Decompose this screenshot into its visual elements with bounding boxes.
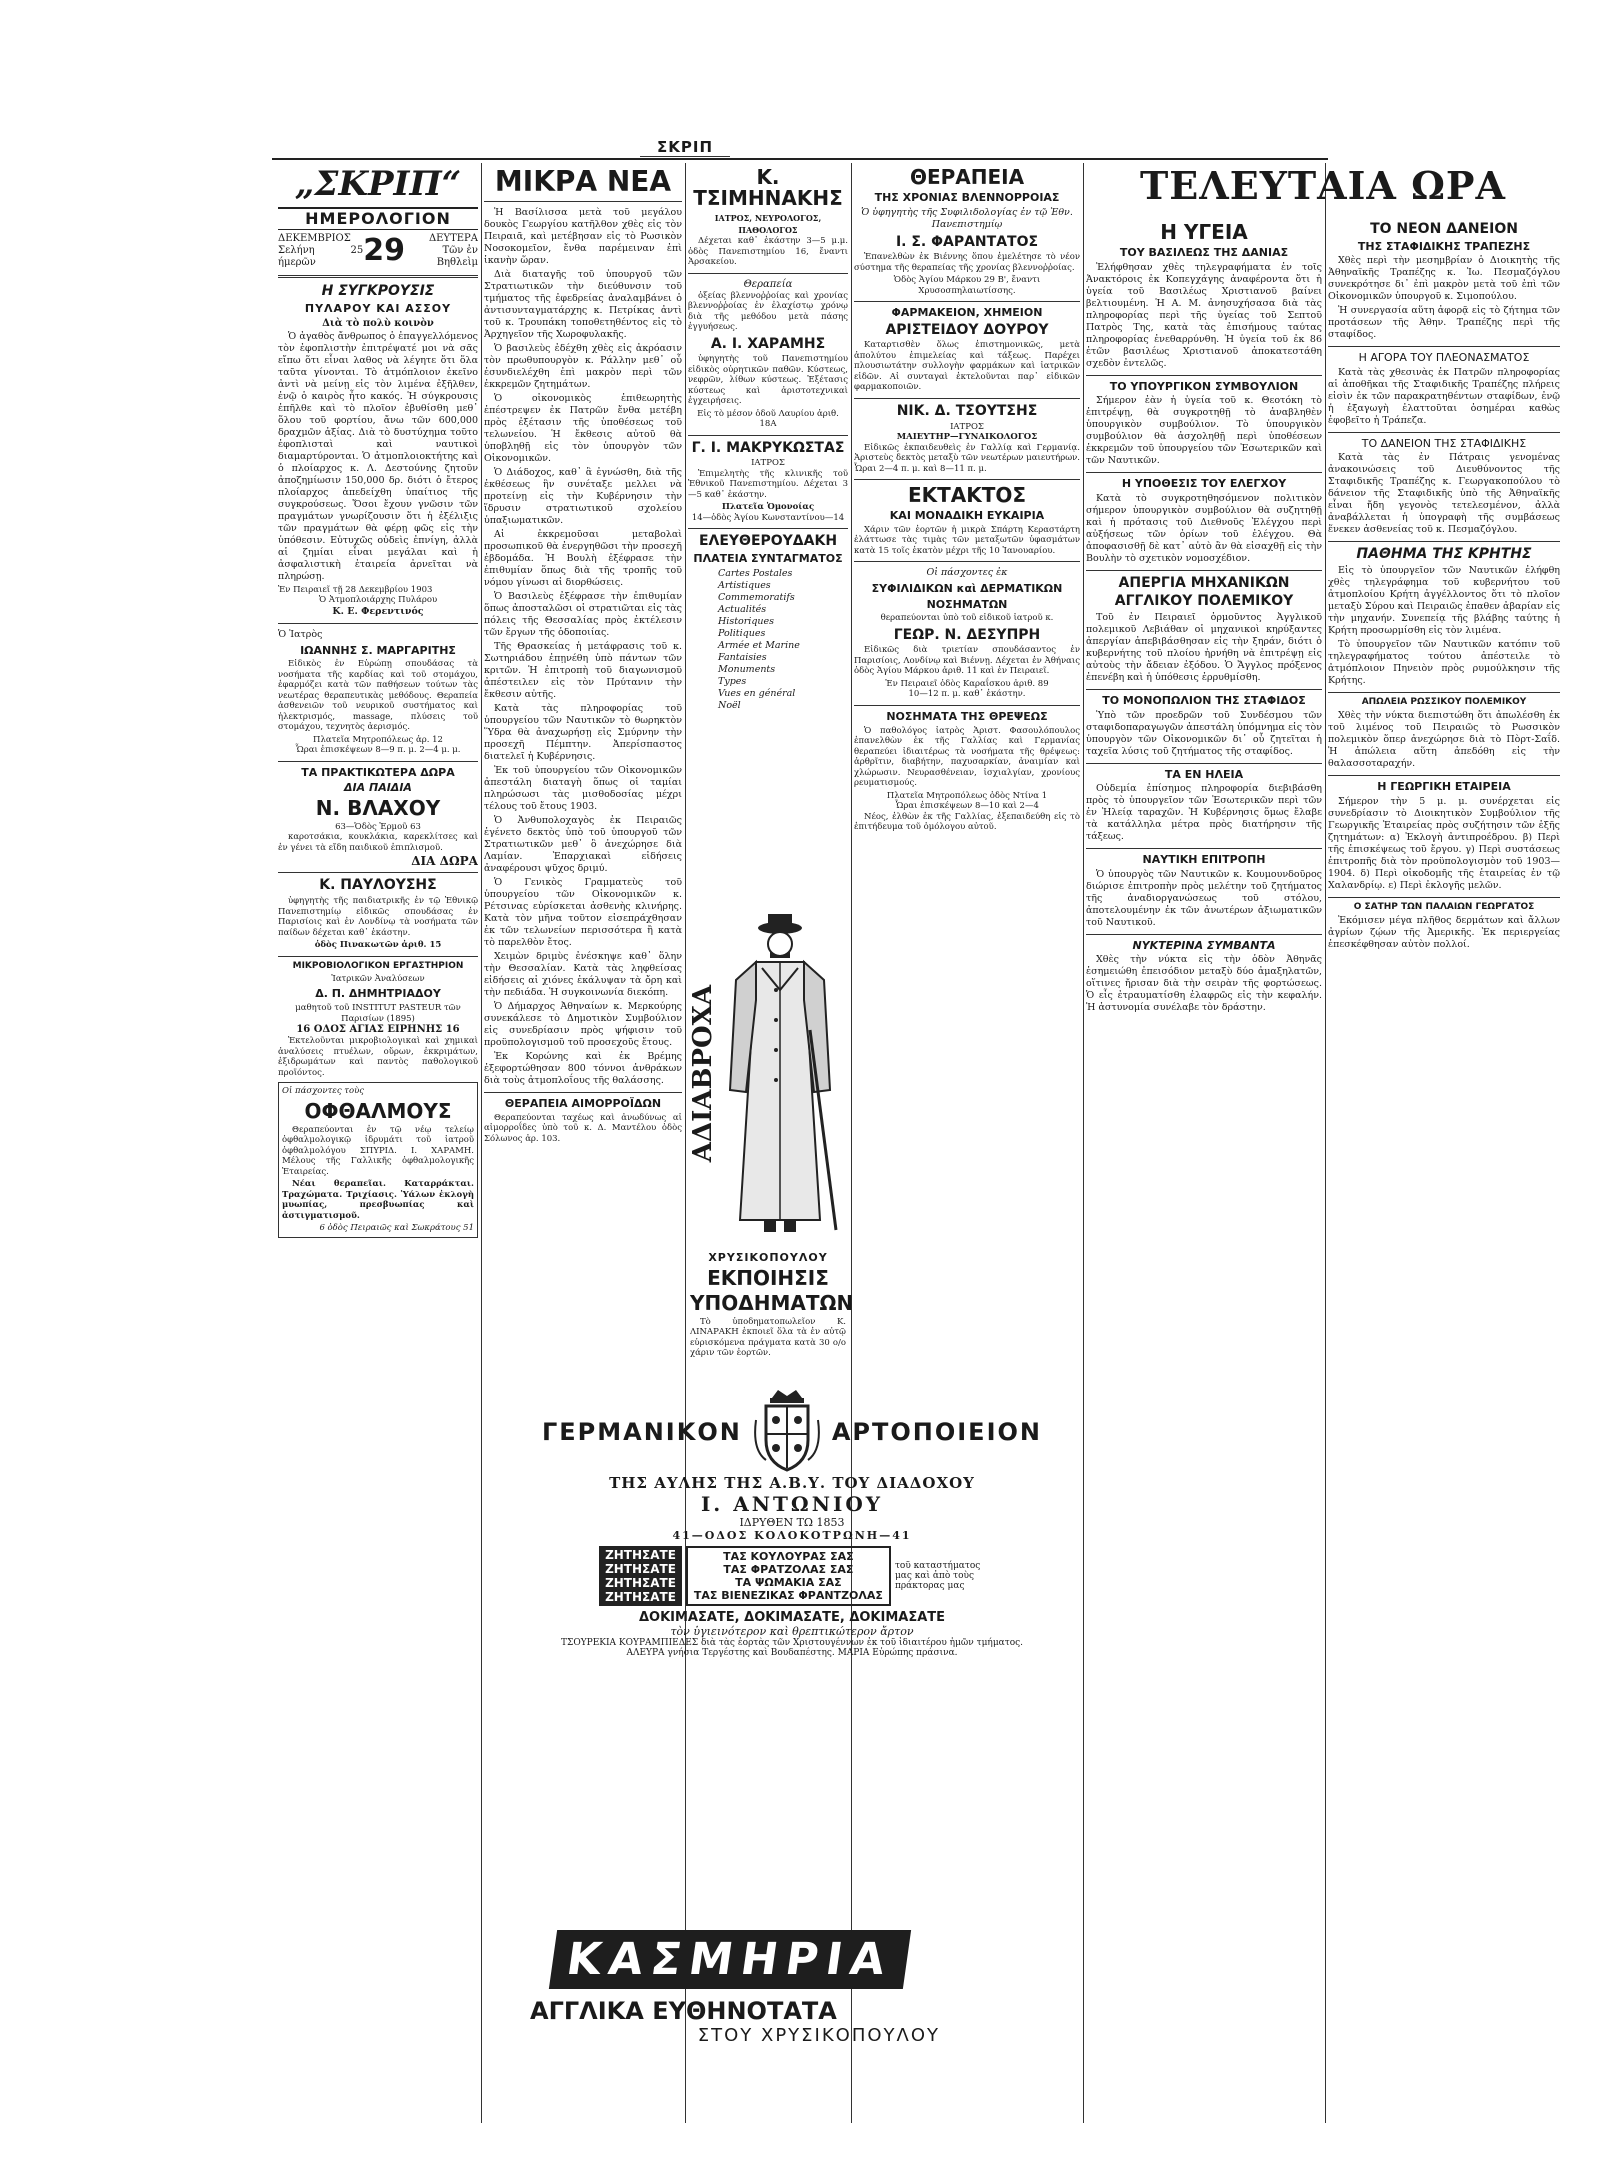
coat-ad-text xyxy=(690,1248,854,1361)
divider xyxy=(854,561,1080,562)
ad-pavlousis-heading: Κ. ΠΑΥΛΟΥΣΗΣ xyxy=(319,877,437,894)
news-heading: Η ΓΕΩΡΓΙΚΗ ΕΤΑΙΡΕΙΑ xyxy=(1377,780,1511,794)
ad-lab-sub: Ἰατρικῶν Ἀναλύσεων xyxy=(331,973,425,984)
ad-eyes-heading: ΟΦΘΑΛΜΟΥΣ xyxy=(304,1098,452,1123)
section-heading: ΜΙΚΡΑ ΝΕΑ xyxy=(494,165,672,198)
ad-trefos-address: Πλατεῖα Μητροπόλεως ὁδὸς Ντίνα 1 xyxy=(886,790,1048,801)
ad-lab-name: Δ. Π. ΔΗΜΗΤΡΙΑΔΟΥ xyxy=(315,987,441,1001)
ad-therapy-sub: ΤΗΣ ΧΡΟΝΙΑΣ ΒΛΕΝΝΟΡΡΟΙΑΣ xyxy=(874,191,1060,204)
news-body: Ὑπὸ τῶν προεδρῶν τοῦ Συνδέσμου τῶν σταφιδοπαραγωγῶν ἀπεστάλη ὑπόμνημα εἰς τὸν ὑπουργὸν τῶν Οἰκονομικῶν δι᾽ οὗ ζητεῖται ἡ ταχεῖα λύσις τοῦ ζητήματος τῆς σταφίδος. xyxy=(1086,709,1322,757)
divider xyxy=(1328,346,1560,347)
news-item: Ὁ Ἀνθυπολοχαγὸς ἐκ Πειραιῶς ἐγένετο δεκτὸς ὑπὸ τοῦ ὑπουργοῦ τῶν Στρατιωτικῶν μεθ᾽ ὃ ἀνεχώρησε διὰ Λαμίαν. Ἐπαρχιακαὶ εἰδήσεις ἀναφέρουσι ψῦχος δριμύ. xyxy=(484,815,682,875)
ad-doctor-label: Ὁ Ἰατρὸς xyxy=(278,628,323,640)
article-body: Ὁ ἀγαθὸς ἄνθρωπος ὁ ἐπαγγελλόμενος τὸν ἐφοπλιστὴν ἐπιτρέψατέ μοι νὰ σᾶς εἴπω ὅτι εἶναι λαθος νὰ λέγητε ὅτι ὅλα ταῦτα γίνονται. Τὸ ἀτμόπλοιον ἐκεῖνο ἀντὶ νὰ μείνῃ εἰς τὸν λιμένα ἐξῆλθεν, ἐνῷ ὁ καιρὸς ἦτο κακός. Ἡ σύγκρουσις ἐπῆλθε καὶ τὸ πλοῖον ἐβυθίσθη μεθ᾽ ὅλου τοῦ φορτίου, ἄνω τῶν 600,000 δραχμῶν ἀξίας. Διὰ τὸ δυστύχημα τοῦτο ἐφοπλισταὶ καὶ ναυτικοὶ διαμαρτύρονται. Ὁ ἀτμοπλοιοκτήτης καὶ ὁ πλοίαρχος κ. Λ. Δεστούνης ζητοῦν ἀποζημίωσιν 150,000 δρ. διότι ὁ ἔτερος πλοίαρχος ἀπεδείχθη ὑπαίτιος τῆς συγκρούσεως. Ὅσοι ἔχουν γνῶσιν τῶν πραγμάτων γνωρίζουσιν ὅτι ἡ ἐξέλιξις τῶν πραγμάτων θὰ φέρῃ φῶς εἰς τὴν ὑπόθεσιν. Εὐτυχῶς οὐδεὶς ἐπνίγη, ἀλλὰ αἱ ζημίαι εἶναι μεγάλαι καὶ ἡ ἀσφαλιστικὴ ἑταιρεία ἀρνεῖται νὰ πληρώσῃ. xyxy=(278,330,478,582)
news-body: Ἐλήφθησαν χθὲς τηλεγραφήματα ἐν τοῖς Ἀνακτόροις ἐκ Κοπεγχάγης ἀναφέροντα ὅτι ἡ ὑγεία τοῦ Βασιλέως Χριστιανοῦ βαίνει βελτιουμένη. Ἡ Α. Μ. ἀνησυχήσασα διὰ τὰς πληροφορίας περὶ τῆς ὑγείας τοῦ Σεπτοῦ Πατρὸς Της, κατὰ τὰς ἐπισήμους ταύτας πληροφορίας ἐνεθαρρύνθη. Ἡ ὑγεία τοῦ ἐκ 86 ἐτῶν βασιλέως Χριστιανοῦ ἀποκατεστάθη σχεδὸν ἐντελῶς. xyxy=(1086,261,1322,369)
ad-doctor-sub: ΙΑΤΡΟΣ, ΝΕΥΡΟΛΟΓΟΣ, ΠΑΘΟΛΟΓΟΣ xyxy=(714,213,822,235)
news-item: Ὁ οἰκονομικὸς ἐπιθεωρητὴς ἐπέστρεψεν ἐκ Πατρῶν ἔνθα μετέβη πρὸς ἐξέτασιν τῆς ὑποθέσεως τοῦ τελωνείου. Ἡ ἔκθεσις αὐτοῦ θὰ ὑποβληθῇ εἰς τὸν ὑπουργὸν τῶν Οἰκονομικῶν. xyxy=(484,393,682,465)
news-heading: ΠΑΘΗΜΑ ΤΗΣ ΚΡΗΤΗΣ xyxy=(1356,546,1532,563)
ad-therapy-body: Ὁ ὑφηγητὴς τῆς Συφιλιδολογίας ἐν τῷ Ἐθν. Πανεπιστημίῳ xyxy=(861,206,1073,230)
news-body: Κατὰ τὰς χθεσινὰς ἐκ Πατρῶν πληροφορίας αἱ ἀποθῆκαι τῆς Σταφιδικῆς Τραπέζης πλήρεις εἰσὶν ἐκ τῶν παρακρατηθέντων σταφίδων, ἐνῷ ἡ ἐξαγωγὴ ἐλαττοῦται ὁσημέραι καθὼς ἐφοβεῖτο ἡ Τράπεζα. xyxy=(1328,366,1560,426)
news-body: Χθὲς τὴν νύκτα εἰς τὴν ὁδὸν Ἀθηνᾶς ἐσημειώθη ἐπεισόδιον μεταξὺ δύο ἀμαξηλατῶν, οἵτινες ἤρισαν διὰ τὴν σειρὰν τῆς φορτώσεως. Ὁ εἷς ἐτραυματίσθη ἐλαφρῶς εἰς τὴν κεφαλήν. Ἡ ἀστυνομία συνέλαβε τὸν δράστην. xyxy=(1086,954,1322,1014)
divider xyxy=(278,275,478,278)
news-item: Κατὰ τὰς πληροφορίας τοῦ ὑπουργείου τῶν Ναυτικῶν τὸ θωρηκτὸν Ὕδρα θὰ ἀναχωρήσῃ εἰς Σμύρνην τὴν προσεχῆ Πέμπτην. Ἀπερίσπαστος διατελεῖ ἡ Κυβέρνησις. xyxy=(484,703,682,763)
ad-makrykostas-address2: 14—ὁδὸς Ἁγίου Κωνσταντίνου—14 xyxy=(691,512,845,523)
news-item: Χειμὼν δριμὺς ἐνέσκηψε καθ᾽ ὅλην τὴν Θεσσαλίαν. Κατὰ τὰς ληφθείσας εἰδήσεις αἱ χιόνες ἐκάλυψαν τὰ ὄρη καὶ τὴν πεδιάδα. Ἡ συγκοινωνία διεκόπη. xyxy=(484,951,682,999)
ad-lab-address: 16 ΟΔΟΣ ΑΓΙΑΣ ΕΙΡΗΝΗΣ 16 xyxy=(296,1024,460,1036)
list-item: Noël xyxy=(718,699,741,711)
news-heading: ΤΟ ΜΟΝΟΠΩΛΙΟΝ ΤΗΣ ΣΤΑΦΙΔΟΣ xyxy=(1102,694,1306,708)
ad-lab-credentials: μαθητοῦ τοῦ INSTITUT PASTEUR τῶν Παρισίων (1895) xyxy=(295,1003,461,1024)
ad-makrykostas-sub: ΙΑΤΡΟΣ xyxy=(751,458,785,469)
calendar-title: ΗΜΕΡΟΛΟΓΙΟΝ xyxy=(278,207,478,231)
news-body: Κατὰ τὸ συγκροτηθησόμενον πολιτικὸν σήμερον ὑπουργικὸν συμβούλιον θὰ συζητηθῇ καὶ ἡ πρότασις τοῦ Διεθνοῦς Ἐλέγχου περὶ αὐξήσεως τῶν ὀρίων τοῦ ἐλέγχου. Θὰ ἀποφασισθῇ δὲ κατ᾽ αὐτὸ ἂν θὰ εἰσαχθῇ εἰς τὴν Βουλὴν τὸ σχετικὸν νομοσχέδιον. xyxy=(1086,492,1322,564)
divider xyxy=(688,528,848,529)
bakery-product: ΤΑ ΨΩΜΑΚΙΑ ΣΑΣ xyxy=(735,1576,842,1589)
divider xyxy=(1086,570,1322,571)
news-heading: ΝΥΚΤΕΡΙΝΑ ΣΥΜΒΑΝΤΑ xyxy=(1132,938,1276,952)
bakery-ad xyxy=(512,1390,1072,1658)
ad-pavlousis-body: ὑφηγητὴς τῆς παιδιατρικῆς ἐν τῷ Ἐθνικῷ Πανεπιστημίῳ εἰδικῶς σπουδάσας ἐν Παρισίοις καὶ ἐν Λονδίνῳ τὰ νοσήματα τῶν παίδων δέχεται καθ᾽ ἑκάστην. xyxy=(278,896,478,938)
news-item: Ὁ Βασιλεὺς ἐξέφρασε τὴν ἐπιθυμίαν ὅπως ἀποσταλῶσι οἱ στρατιῶται εἰς τὰς πόλεις τῆς Θεσσαλίας πρὸς ἐκτέλεσιν τῶν ἔργων τῆς ὁδοποιίας. xyxy=(484,591,682,639)
article-lead: Διὰ τὸ πολὺ κοινὸν xyxy=(322,317,434,329)
ad-pharmacy-body: Καταρτισθὲν ὅλως ἐπιστημονικῶς, μετὰ ἀπολύτου ἐπιμελείας καὶ τάξεως. Παρέχει πλουσιωτάτην συλλογὴν φαρμάκων καὶ ἰατρικῶν εἰδῶν. Αἱ συνταγαὶ ἐκτελοῦνται παρ᾽ εἰδικῶν φαρμακοποιῶν. xyxy=(854,340,1080,393)
news-heading: Ο ΣΑΤΗΡ ΤΩΝ ΠΑΛΑΙΩΝ ΓΕΩΡΓΑΤΟΣ xyxy=(1353,902,1535,912)
ad-charamis-heading: Α. Ι. ΧΑΡΑΜΗΣ xyxy=(710,335,826,352)
ad-eyes-address: 6 ὁδὸς Πειραιῶς καὶ Σωκράτους 51 xyxy=(319,1223,474,1234)
ad-eleftheroudaki-sub: ΠΛΑΤΕΙΑ ΣΥΝΤΑΓΜΑΤΟΣ xyxy=(693,552,843,566)
bakery-products xyxy=(512,1546,1072,1606)
kasmiria-ad xyxy=(520,1930,940,2046)
bakery-product: ΤΑΣ ΚΟΥΛΟΥΡΑΣ ΣΑΣ xyxy=(723,1550,854,1563)
list-item: Artistiques xyxy=(718,579,771,591)
ad-syph-heading: ΣΥΦΙΛΙΔΙΚΩΝ καὶ ΔΕΡΜΑΤΙΚΩΝ xyxy=(871,582,1063,596)
news-item: Ἐκ Κορώνης καὶ ἐκ Βρέμης ἐξεφορτώθησαν 800 τόννοι ἀνθράκων διὰ τοὺς ἀτμοπλοΐους τῆς θαλάσσης. xyxy=(484,1051,682,1087)
bakery-try: ΔΟΚΙΜΑΣΑΤΕ, ΔΟΚΙΜΑΣΑΤΕ, ΔΟΚΙΜΑΣΑΤΕ xyxy=(638,1610,946,1625)
ad-syph-pre: Οἱ πάσχοντες ἐκ xyxy=(926,567,1008,579)
ad-gifts-address: 63—Ὁδὸς Ἑρμοῦ 63 xyxy=(335,821,421,832)
divider xyxy=(484,201,682,202)
coat-illustration-icon xyxy=(716,910,844,1240)
ad-doctor-hours: Ὧραι ἐπισκέψεων 8—9 π. μ. 2—4 μ. μ. xyxy=(295,745,461,756)
divider xyxy=(1328,775,1560,776)
ad-doctor-heading: Κ. ΤΣΙΜΗΝΑΚΗΣ xyxy=(693,165,843,210)
coat-ad-line3: ΥΠΟΔΗΜΑΤΩΝ xyxy=(690,1290,854,1315)
divider xyxy=(1086,472,1322,473)
ad-desypris-body: Εἰδικῶς διὰ τριετίαν σπουδάσαντος ἐν Παρισίοις, Λονδίνῳ καὶ Βιέννῃ. Δέχεται ἐν Ἀθήναις ὁδὸς Ἁγίου Μάρκου ἀριθ. 11 καὶ ἐν Πειραιεῖ. xyxy=(854,645,1080,677)
calendar-day-number: 29 xyxy=(363,233,406,269)
list-item: Actualités xyxy=(718,603,767,615)
ad-lab-heading: ΜΙΚΡΟΒΙΟΛΟΓΙΚΟΝ ΕΡΓΑΣΤΗΡΙΟΝ xyxy=(292,960,464,971)
ad-makrykostas-body: Ἐπιμελητὴς τῆς κλινικῆς τοῦ Ἐθνικοῦ Πανεπιστημίου. Δέχεται 3—5 καθ᾽ ἑκάστην. xyxy=(688,468,848,500)
ad-trefos-extra: Νέος, ἐλθὼν ἐκ τῆς Γαλλίας, ἐξεπαιδεύθη εἰς τὸ ἐπιτήδευμα τοῦ ὁμόλογου αὐτοῦ. xyxy=(854,811,1080,833)
late-news-title: ΤΕΛΕΥΤΑΙΑ ΩΡΑ xyxy=(1140,163,1506,208)
bakery-title-row xyxy=(512,1390,1072,1474)
bakery-product: ΤΑΣ ΒΙΕΝΕΖΙΚΑΣ ΦΡΑΝΤΖΟΛΑΣ xyxy=(693,1589,883,1602)
divider xyxy=(688,435,848,436)
news-heading: ΝΑΥΤΙΚΗ ΕΠΙΤΡΟΠΗ xyxy=(1142,853,1266,867)
column-rule xyxy=(1325,163,1326,2123)
ad-gifts-body: καροτσάκια, κουκλάκια, καρεκλίτσες καὶ ἐν γένει τὰ εἴδη παιδικοῦ ἐπιπλισμοῦ. xyxy=(278,832,478,853)
kasmiria-shop: ΣΤΟΥ ΧΡΥΣΙΚΟΠΟΥΛΟΥ xyxy=(697,2025,940,2046)
ad-therapy-doctor-address: Ὁδὸς Ἁγίου Μάρκου 29 Β', ἔναντι Χρυσοσπηλαιωτίσσης. xyxy=(893,275,1041,296)
divider xyxy=(1086,375,1322,376)
news-item: Ὁ Γενικὸς Γραμματεὺς τοῦ ὑπουργείου τῶν Οἰκονομικῶν κ. Ρέτσινας εὑρίσκεται ἀσθενὴς κλινήρης. Κατὰ τὸν μῆνα τοῦτον εἰσεπράχθησαν ἐκ τῶν τελωνείων περισσότερα ἢ κατὰ τὸ παρελθὸν ἔτος. xyxy=(484,877,682,949)
divider xyxy=(1086,689,1322,690)
article-subheading: ΠΥΛΑΡΟΥ ΚΑΙ ΑΣΣΟΥ xyxy=(304,302,452,316)
divider xyxy=(1328,432,1560,433)
list-item: Fantaisies xyxy=(718,651,767,663)
ad-eyes-box xyxy=(278,1082,478,1238)
ad-syph-sub: ΝΟΣΗΜΑΤΩΝ xyxy=(926,597,1008,611)
news-heading: ΤΟ ΔΑΝΕΙΟΝ ΤΗΣ ΣΤΑΦΙΔΙΚΗΣ xyxy=(1361,436,1527,450)
bakery-seek: ΖΗΤΗΣΑΤΕ xyxy=(605,1576,676,1590)
news-heading: Η ΥΠΟΘΕΣΙΣ ΤΟΥ ΕΛΕΓΧΟΥ xyxy=(1121,477,1287,491)
news-body: Ὁ ὑπουργὸς τῶν Ναυτικῶν κ. Κουμουνδοῦρος διώρισε ἐπιτροπὴν πρὸς μελέτην τοῦ ζητήματος τῆς ἀναδιοργανώσεως τοῦ στόλου, ἀποτελουμένην ἐκ τῶν ἀνωτέρων ἀξιωματικῶν τοῦ Ναυτικοῦ. xyxy=(1086,868,1322,928)
divider xyxy=(1086,848,1322,849)
page-masthead: ΣΚΡΙΠ xyxy=(640,138,730,157)
column-2 xyxy=(484,163,682,2123)
divider xyxy=(854,705,1080,706)
divider xyxy=(1328,692,1560,693)
news-body: Σήμερον ἐὰν ἡ ὑγεία τοῦ κ. Θεοτόκη τὸ ἐπιτρέψῃ, θὰ συγκροτηθῇ τὸ ἀναβληθὲν ὑπουργικὸν συμβούλιον. Τὸ ὑπουργικὸν συμβούλιον θὰ ἀσχοληθῇ περὶ ὑποθέσεων ἐκκρεμῶν τοῦ ὑπουργείου τῶν Ἐσωτερικῶν καὶ τῶν Ναυτικῶν. xyxy=(1086,395,1322,467)
ad-tsoutsis-sub: ΙΑΤΡΟΣ xyxy=(950,421,984,432)
ad-doctor-address: Πλατεῖα Μητροπόλεως ἀρ. 12 xyxy=(313,734,443,745)
bakery-address: 41—ΟΔΟΣ ΚΟΛΟΚΟΤΡΩΝΗ—41 xyxy=(672,1529,912,1542)
bakery-title-right: ΑΡΤΟΠΟΙΕΙΟΝ xyxy=(831,1418,1042,1446)
ad-therapy-doctor: Ι. Σ. ΦΑΡΑΝΤΑΤΟΣ xyxy=(895,233,1039,250)
column-rule xyxy=(481,163,482,2123)
list-item: Cartes Postales xyxy=(718,567,793,579)
column-1 xyxy=(278,163,478,2123)
divider xyxy=(278,623,478,624)
list-item: Armée et Marine xyxy=(718,639,800,651)
news-heading: ΤΟ ΥΠΟΥΡΓΙΚΟΝ ΣΥΜΒΟΥΛΙΟΝ xyxy=(1109,379,1299,393)
ad-syph-body: θεραπεύονται ὑπὸ τοῦ εἰδικοῦ ἰατροῦ κ. xyxy=(880,613,1054,624)
divider xyxy=(854,398,1080,399)
column-5 xyxy=(1086,218,1322,2123)
list-item: Historiques xyxy=(718,615,775,627)
ad-tsoutsis-heading: ΝΙΚ. Δ. ΤΣΟΥΤΣΗΣ xyxy=(896,402,1038,419)
royal-crest-icon xyxy=(752,1390,822,1474)
calendar-month: ΔΕΚΕΜΒΡΙΟΣ xyxy=(278,233,351,245)
ad-pavlousis-address: ὁδὸς Πινακωτῶν ἀριθ. 15 xyxy=(314,940,442,951)
news-heading: ΤΟ ΝΕΟΝ ΔΑΝΕΙΟΝ xyxy=(1370,221,1518,237)
divider xyxy=(854,301,1080,302)
news-body: Οὐδεμία ἐπίσημος πληροφορία διεβιβάσθη πρὸς τὸ ὑπουργεῖον τῶν Ἐσωτερικῶν περὶ τῶν ἐν Ἠλείᾳ ταραχῶν. Ἡ Κυβέρνησις ὅμως ἔλαβε τὰ κατάλληλα μέτρα πρὸς διατήρησιν τῆς τάξεως. xyxy=(1086,783,1322,843)
ad-ektaktos-heading: ΕΚΤΑΚΤΟΣ xyxy=(907,483,1027,508)
news-body: Σήμερον τὴν 5 μ. μ. συνέρχεται εἰς συνεδρίασιν τὸ Διοικητικὸν Συμβούλιον τῆς Γεωργικῆς Ἑταιρείας πρὸς συζήτησιν τῶν ἑξῆς ζητημάτων: α) Ἐκλογὴ ἀντιπροέδρου. β) Περὶ τῆς ἐπισκέψεως τοῦ ἔργου. γ) Περὶ συστάσεως ἐπιτροπῆς διὰ τὸν προϋπολογισμὸν τοῦ 1903—1904. δ) Περὶ οἰκοδομῆς τῆς ἑταιρείας ἐν τῷ Χαλανδρίῳ. ε) Περὶ ἐκλογῆς μελῶν. xyxy=(1328,796,1560,891)
news-subheading: ΑΓΓΛΙΚΟΥ ΠΟΛΕΜΙΚΟΥ xyxy=(1114,593,1294,610)
kasmiria-title: ΚΑΣΜΗΡΙΑ xyxy=(549,1930,911,1989)
ad-trefos-hours: Ὧραι ἐπισκέψεων 8—10 καὶ 2—4 xyxy=(895,801,1039,812)
coat-ad-line1: ΧΡΥΣΙΚΟΠΟΥΛΟΥ xyxy=(708,1251,828,1264)
ad-trefos-heading: ΝΟΣΗΜΑΤΑ ΤΗΣ ΘΡΕΨΕΩΣ xyxy=(886,709,1048,723)
ad-therapy-doctor-body: Ἐπανελθὼν ἐκ Βιέννης ὅπου ἐμελέτησε τὸ νέον σύστημα τῆς θεραπείας τῆς χρονίας βλεννοῤῥοίας. xyxy=(854,252,1080,273)
ad-makrykostas-heading: Γ. Ι. ΜΑΚΡΥΚΩΣΤΑΣ xyxy=(691,439,845,456)
divider xyxy=(278,761,478,762)
paper-title: „ΣΚΡΙΠ“ xyxy=(294,164,462,204)
news-body: Χθὲς περὶ τὴν μεσημβρίαν ὁ Διοικητὴς τῆς Ἀθηναϊκῆς Τραπέζης κ. Ἰω. Πεσμαζόγλου συνεκρότησε δι᾽ ἐπὶ μακρὸν μετὰ τοῦ ἐπὶ τῶν Οἰκονομικῶν ὑπουργοῦ κ. Σιμοπούλου. xyxy=(1328,255,1560,303)
calendar-saint: Τῶν ἐν Βηθλεὶμ xyxy=(436,245,478,269)
article-date: Ἐν Πειραιεῖ τῇ 28 Δεκεμβρίου 1903 xyxy=(278,584,433,595)
calendar-moon: Σελήνη 25 ήμερῶν xyxy=(278,245,364,269)
divider xyxy=(1086,934,1322,935)
news-body: Κατὰ τὰς ἐν Πάτραις γενομένας ἀνακοινώσεις τοῦ Διευθύνοντος τῆς Σταφιδικῆς Τραπέζης κ. Γεωργακοπούλου τὸ δάνειον τῆς Σταφιδικῆς ὑπὸ τῆς Ἀθηναϊκῆς εἶναι ἤδη γεγονὸς τετελεσμένον, ἀλλὰ ἀναβάλλεται ἡ ὑπογραφὴ τῆς συμβάσεως ἕνεκεν ἀσθενείας τοῦ κ. Πεσμαζόγλου. xyxy=(1328,452,1560,536)
late-news-header xyxy=(1086,163,1560,208)
divider xyxy=(1328,897,1560,898)
divider xyxy=(278,872,478,873)
news-item: Τῆς Θρασκείας ἡ μετάφρασις τοῦ κ. Σωτηριάδου ἐπῃνέθη ὑπὸ πάντων τῶν κριτῶν. Ἡ ἐπιτροπὴ τοῦ διαγωνισμοῦ ἀπέστειλεν εἰς τὸν Πρύτανιν τὴν ἔκθεσιν αὐτῆς. xyxy=(484,641,682,701)
news-body: Εἰς τὸ ὑπουργεῖον τῶν Ναυτικῶν ἐλήφθη χθὲς τηλεγράφημα τοῦ κυβερνήτου τοῦ ἀτμοπλοίου Κρήτη ἀγγέλλοντος ὅτι τὸ πλοῖον μεταξὺ Σύρου καὶ Πειραιῶς ἐπαθεν ἀβαρίαν εἰς τὴν μηχανήν. Συνεπείᾳ τῆς βλάβης ταύτης ἡ Κρήτη προσωρμίσθη εἰς τὸν λιμένα. xyxy=(1328,565,1560,637)
ad-makrykostas-address: Πλατεῖα Ὁμονοίας xyxy=(721,502,815,513)
news-item: Ὁ βασιλεὺς ἐδέχθη χθὲς εἰς ἀκρόασιν τὸν πρωθυπουργὸν κ. Ράλλην μεθ᾽ οὗ ἐσυνδιελέχθη ἐπὶ μακρὸν περὶ τῶν ἐκκρεμῶν ζητημάτων. xyxy=(484,343,682,391)
news-body: Ἐκόμισεν μέγα πλῆθος δερμάτων καὶ ἄλλων ἀγρίων ζῴων τῆς Ἀμερικῆς. Ἐκ περιεργείας ἐπεσκέφθησαν αὐτὸν πολλοί. xyxy=(1328,915,1560,951)
coat-ad xyxy=(716,910,844,1244)
ad-doctor-body: Δέχεται καθ᾽ ἑκάστην 3—5 μ.μ. ὁδὸς Πανεπιστημίου 16, ἔναντι Ἀρσακείου. xyxy=(688,236,848,267)
ad-eyes-pre: Οἱ πάσχοντες τοὺς xyxy=(282,1086,365,1097)
ad-heading: ΘΕΡΑΠΕΙΑ ΑΙΜΟΡΡΟΪΔΩΝ xyxy=(504,1097,662,1111)
ad-eleftheroudaki-heading: ΕΛΕΥΘΕΡΟΥΔΑΚΗ xyxy=(698,533,838,550)
list-item: Vues en général xyxy=(718,687,796,699)
ad-gifts-heading: ΤΑ ΠΡΑΚΤΙΚΩΤΕΡΑ ΔΩΡΑ xyxy=(301,765,455,779)
ad-desypris-hours: 10—12 π. μ. καθ᾽ ἑκάστην. xyxy=(908,689,1026,700)
bakery-line2: ΑΛΕΥΡΑ γνήσια Τεργέστης καὶ Βουδαπέστης. ΜΑΡΙΑ Εὐρώπης πράσινα. xyxy=(626,1648,958,1658)
ad-eyes-body: Θεραπεύονται ἐν τῷ νέῳ τελείῳ ὀφθαλμολογικῷ ἰδρυμάτι τοῦ ἰατροῦ ὀφθαλμολόγου ΣΠΥΡΙΔ. Ι. ΧΑΡΑΜΗ. Μέλους τῆς Γαλλικῆς ὀφθαλμολογικῆς Ἑταιρείας. xyxy=(282,1124,474,1177)
list-item: Monuments xyxy=(718,663,776,675)
ad-desypris-heading: ΓΕΩΡ. Ν. ΔΕΣΥΠΡΗ xyxy=(893,626,1041,643)
bakery-try-sub: τὸν ὑγιεινότερον καὶ θρεπτικώτερον ἄρτον xyxy=(670,1625,914,1638)
news-heading: ΑΠΩΛΕΙΑ ΡΩΣΣΙΚΟΥ ΠΟΛΕΜΙΚΟΥ xyxy=(1361,697,1527,708)
ad-trefos-body: Ὁ παθολόγος ἰατρὸς Ἀριστ. Φασουλόπουλος ἐπανελθὼν ἐκ τῆς Γαλλίας καὶ Γερμανίας θεραπεύει ἰδιαιτέρως τὰ νοσήματα τῆς θρέψεως: ἀρθρῖτιν, διαβήτην, παχυσαρκίαν, ἀναιμίαν καὶ χλώρωσιν. Νευρασθένειαν, ἰσχιαλγίαν, χρονίους ρευματισμούς. xyxy=(854,725,1080,789)
calendar-row xyxy=(278,233,478,269)
bakery-line1: ΤΣΟΥΡΕΚΙΑ ΚΟΥΡΑΜΠΙΕΔΕΣ διὰ τὰς ἑορτὰς τῶν Χριστουγέννων ἐκ τοῦ ἰδιαιτέρου ἡμῶν τμήματος. xyxy=(560,1638,1024,1648)
coat-ad-body: Τὸ ὑποδηματοπωλεῖον Κ. ΛΙΝΑΡΑΚΗ ἐκποιεῖ ὅλα τὰ ἐν αὐτῷ εὑρισκόμενα πράγματα κατὰ 30 ο/ο χάριν τῶν ἑορτῶν. xyxy=(690,1316,846,1359)
ad-doctor-body: Εἰδικὸς ἐν Εὐρώπῃ σπουδάσας τὰ νοσήματα τῆς καρδίας καὶ τοῦ στομάχου, ἐφαρμόζει κατὰ τῶν παθήσεων τούτων τὰς νεωτέρας θεραπευτικὰς μεθόδους. Θεραπεία ἀσθενειῶν τοῦ νευρικοῦ συστήματος καὶ ἠλεκτρισμός, massage, πλύσεις τοῦ στομάχου, τεχνητὸς ἀερισμός. xyxy=(278,659,478,733)
ad-gifts-shop: Ν. ΒΛΑΧΟΥ xyxy=(315,795,441,820)
ad-body: Θεραπεύονται ταχέως καὶ ἀνωδύνως αἱ αἱμορροΐδες ὑπὸ τοῦ κ. Δ. Μαντέλου ὁδὸς Σόλωνος ἀρ. 103. xyxy=(484,1112,682,1144)
ad-ektaktos-sub: ΚΑΙ ΜΟΝΑΔΙΚΗ ΕΥΚΑΙΡΙΑ xyxy=(889,509,1045,523)
ad-tsoutsis-spec: ΜΑΙΕΥΤΗΡ—ΓΥΝΑΙΚΟΛΟΓΟΣ xyxy=(896,432,1038,443)
news-subheading: ΤΟΥ ΒΑΣΙΛΕΩΣ ΤΗΣ ΔΑΝΙΑΣ xyxy=(1119,246,1289,259)
divider xyxy=(688,273,848,274)
news-body: Ἡ συνεργασία αὕτη ἀφορᾷ εἰς τὸ ζήτημα τῶν προτάσεων τῆς Ἀθην. Τραπέζης περὶ τῆς σταφίδος. xyxy=(1328,305,1560,341)
ad-eyes-lines: Νέαι θεραπεῖαι. Καταρράκται. Τραχώματα. Τριχίασις. Ὑάλων ἐκλογὴ μυωπίας, πρεσβυωπίας καὶ ἀστιγματισμοῦ. xyxy=(282,1179,474,1221)
bakery-seek: ΖΗΤΗΣΑΤΕ xyxy=(605,1548,676,1562)
bakery-shop-note: τοῦ καταστήματος μας καὶ ἀπὸ τοὺς πράκτορας μας xyxy=(894,1561,981,1591)
bakery-product: ΤΑΣ ΦΡΑΤΖΟΛΑΣ ΣΑΣ xyxy=(723,1563,854,1576)
bakery-subtitle: ΤΗΣ ΑΥΛΗΣ ΤΗΣ Α.Β.Υ. ΤΟΥ ΔΙΑΔΟΧΟΥ xyxy=(609,1474,975,1492)
column-rule xyxy=(851,163,852,2123)
article-role: Ὁ Ἀτμοπλοιάρχης Πυλάρου xyxy=(318,595,438,606)
bakery-seek: ΖΗΤΗΣΑΤΕ xyxy=(605,1562,676,1576)
news-heading: ΤΑ ΕΝ ΗΛΕΙΑ xyxy=(1164,767,1244,781)
divider xyxy=(854,479,1080,480)
news-item: Ἡ Βασίλισσα μετὰ τοῦ μεγάλου δουκὸς Γεωργίου κατῆλθον χθὲς εἰς τὸν Πειραιᾶ, καὶ μετέβησαν εἰς τὸ Ρωσικὸν Νοσοκομεῖον, ἔνθα παρέμειναν ἐπὶ ἱκανὴν ὥραν. xyxy=(484,207,682,267)
ad-doctor-name: ΙΩΑΝΝΗΣ Σ. ΜΑΡΓΑΡΙΤΗΣ xyxy=(300,643,456,657)
article-signature: Κ. Ε. Φερεντινός xyxy=(332,605,424,617)
news-item: Αἱ ἐκκρεμοῦσαι μεταβολαὶ προσωπικοῦ θὰ ἐνεργηθῶσι τὴν προσεχῆ ἑβδομάδα. Ἡ Βουλὴ ἐξέφρασε τὴν ἐπιθυμίαν ὅπως διὰ τῆς τροπῆς τοῦ νόμου γίνωσι αἱ διορθώσεις. xyxy=(484,529,682,589)
news-body: Χθὲς τὴν νύκτα διεπιστώθη ὅτι ἀπωλέσθη ἐκ τοῦ λιμένος τοῦ Πειραιῶς τὸ Ρωσσικὸν πολεμικὸν ὅπερ ἀνεχώρησε διὰ τὸ Πὸρτ-Σαΐδ. Ἡ ἀπώλεια αὕτη ἀπεδόθη εἰς τὴν θαλασσοταραχήν. xyxy=(1328,710,1560,770)
bakery-products-block xyxy=(686,1546,891,1606)
news-heading: ΑΠΕΡΓΙΑ ΜΗΧΑΝΙΚΩΝ xyxy=(1118,574,1290,591)
ad-charamis-address: Εἰς τὸ μέσον ὁδοῦ Λαυρίου ἀριθ. 18Α xyxy=(697,408,839,430)
top-rule xyxy=(272,158,1328,160)
divider xyxy=(1328,541,1560,542)
ad-lab-body: Ἐκτελοῦνται μικροβιολογικαὶ καὶ χημικαὶ ἀναλύσεις πτυέλων, οὔρων, ἐκκριμάτων, ἐξιδρωμάτων καὶ παντὸς παθολογικοῦ προϊόντος. xyxy=(278,1036,478,1078)
ad-therapy-heading: Θεραπεία xyxy=(743,278,793,290)
news-item: Διὰ διαταγῆς τοῦ ὑπουργοῦ τῶν Στρατιωτικῶν τὴν διεύθυνσιν τοῦ τμήματος τῆς ἐφεδρείας ἀναλαμβάνει ὁ ἀντισυνταγματάρχης κ. Πετρίκας ἀντὶ τοῦ κ. Τρουπάκη τοποθετηθέντος εἰς τὸ Ἀρχηγεῖον τῆς Χωροφυλακῆς. xyxy=(484,269,682,341)
coat-ad-vertical xyxy=(688,985,718,1169)
bakery-owner: Ι. ΑΝΤΩΝΙΟΥ xyxy=(700,1492,884,1516)
divider xyxy=(484,1092,682,1093)
column-rule xyxy=(685,163,686,2123)
column-rule xyxy=(1083,163,1084,2123)
ad-pharmacy-sub: ΑΡΙΣΤΕΙΔΟΥ ΔΟΥΡΟΥ xyxy=(885,321,1049,338)
news-subheading: ΤΗΣ ΣΤΑΦΙΔΙΚΗΣ ΤΡΑΠΕΖΗΣ xyxy=(1357,239,1531,253)
list-item: Types xyxy=(718,675,747,687)
list-item: Commemoratifs xyxy=(718,591,795,603)
news-body: Τὸ ὑπουργεῖον τῶν Ναυτικῶν κατόπιν τοῦ τηλεγραφήματος τούτου ἀπέστειλε τὸ ἀτμόπλοιον Πηνειὸν πρὸς ρυμούλκησιν τῆς Κρήτης. xyxy=(1328,639,1560,687)
bakery-seek: ΖΗΤΗΣΑΤΕ xyxy=(605,1590,676,1604)
bakery-seek-block xyxy=(599,1546,682,1606)
ad-charamis-body: ὑφηγητὴς τοῦ Πανεπιστημίου εἰδικὸς οὐρητικῶν παθῶν. Κύστεως, νεφρῶν, λίθων κύστεως. Ἐξέτασις κύστεως καὶ ἀριστοτεχνικαὶ ἐγχειρήσεις. xyxy=(688,354,848,407)
news-item: Ἐκ τοῦ ὑπουργείου τῶν Οἰκονομικῶν ἀπεστάλη διαταγὴ ὅπως οἱ ταμίαι πληρώσωσι τὰς μισθοδοσίας μέχρι τέλους τοῦ ἔτους 1903. xyxy=(484,765,682,813)
coat-ad-vertical-text: ΑΔΙΑΒΡΟΧΑ xyxy=(688,985,718,1163)
article-heading: Η ΣΥΓΚΡΟΥΣΙΣ xyxy=(321,283,435,300)
ad-gifts-footer: ΔΙΑ ΔΩΡΑ xyxy=(411,854,478,869)
ad-pharmacy-heading: ΦΑΡΜΑΚΕΙΟΝ, ΧΗΜΕΙΟΝ xyxy=(891,306,1043,320)
coat-ad-line2: ΕΚΠΟΙΗΣΙΣ xyxy=(707,1265,829,1290)
divider xyxy=(1086,763,1322,764)
ad-desypris-address: Ἐν Πειραιεῖ ὁδὸς Καραΐσκου ἀριθ. 89 xyxy=(885,678,1049,689)
divider xyxy=(278,956,478,957)
ad-ektaktos-body: Χάριν τῶν ἑορτῶν ἡ μικρὰ Σπάρτη Κεραστάρτη ἐλάττωσε τὰς τιμὰς τῶν μεταξωτῶν ὑφασμάτων κατὰ 15 τοῖς ἑκατὸν μέχρι τῆς 10 Ἰανουαρίου. xyxy=(854,524,1080,556)
news-heading: Η ΑΓΟΡΑ ΤΟΥ ΠΛΕΟΝΑΣΜΑΤΟΣ xyxy=(1358,351,1530,365)
ad-tsoutsis-body: Εἰδικῶς ἐκπαιδευθεὶς ἐν Γαλλίᾳ καὶ Γερμανίᾳ. Ἀριστεὺς δεκτὸς μεταξὺ τῶν νεωτέρων μαιευτήρων. Ὧραι 2—4 π. μ. καὶ 8—11 π. μ. xyxy=(854,442,1080,474)
ad-gifts-sub: ΔΙΑ ΠΑΙΔΙΑ xyxy=(344,781,412,795)
news-item: Ὁ Δήμαρχος Ἀθηναίων κ. Μερκούρης συνεκάλεσε τὸ Δημοτικὸν Συμβούλιον εἰς συνεδρίασιν πρὸς ψήφισιν τοῦ προϋπολογισμοῦ τοῦ προσεχοῦς ἔτους. xyxy=(484,1001,682,1049)
bakery-title-left: ΓΕΡΜΑΝΙΚΟΝ xyxy=(541,1418,742,1446)
column-4 xyxy=(854,163,1080,1383)
news-body: Τοῦ ἐν Πειραιεῖ ὁρμοῦντος Ἀγγλικοῦ πολεμικοῦ Λεβιάθαν οἱ μηχανικοὶ κηρύξαντες ἀπεργίαν ἀπεβιβάσθησαν εἰς τὴν ξηράν, διότι ὁ κυβερνήτης τοῦ πλοίου ἠρνήθη νὰ ἐπιτρέψῃ εἰς αὐτοὺς τὴν ἄδειαν ἐξόδου. Ὁ Ἄγγλος πρόξενος ἐπενέβη καὶ ἡ ὑπόθεσις ἐρρυθμίσθη. xyxy=(1086,612,1322,684)
news-item: Ὁ Διάδοχος, καθ᾽ ἃ ἐγνώσθη, διὰ τῆς ἐκθέσεως ἣν συνέταξε μελλει νὰ προτείνῃ εἰς τὴν Κυβέρνησιν τὴν ἵδρυσιν στρατιωτικοῦ σχολείου ὑπαξιωματικῶν. xyxy=(484,467,682,527)
calendar-weekday: ΔΕΥΤΕΡΑ xyxy=(428,233,478,245)
bakery-founded: ΙΔΡΥΘΕΝ ΤΩ 1853 xyxy=(739,1516,845,1529)
kasmiria-line: ΑΓΓΛΙΚΑ ΕΥΘΗΝΟΤΑΤΑ xyxy=(530,1997,837,2025)
list-item: Politiques xyxy=(718,627,766,639)
ad-therapy-heading: ΘΕΡΑΠΕΙΑ xyxy=(909,165,1025,189)
ad-therapy-body: ὀξείας βλεννοῤῥοίας καὶ χρονίας βλεννοῤῥοίας ἐν ἐλαχίστῳ χρόνῳ διὰ τῆς μεθόδου μετὰ πάσης ἐγγυήσεως. xyxy=(688,290,848,332)
news-heading: Η ΥΓΕΙΑ xyxy=(1160,220,1248,244)
column-6 xyxy=(1328,218,1560,2123)
